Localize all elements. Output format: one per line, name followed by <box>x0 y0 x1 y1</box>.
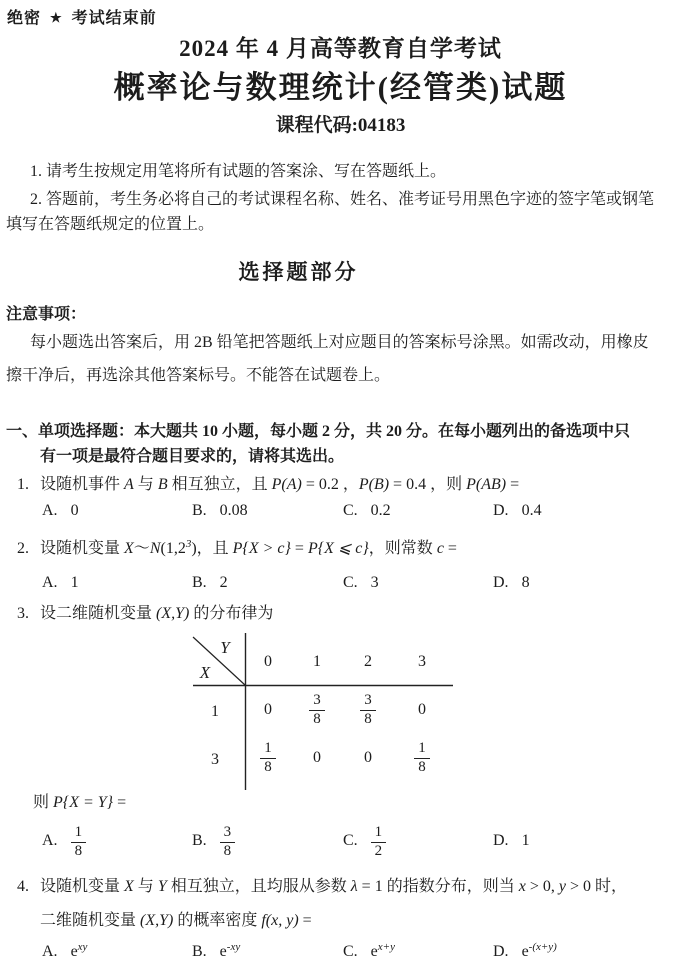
option-letter: B. <box>192 502 207 519</box>
instruction-2-line1: 2. 答题前，考生务必将自己的考试课程名称、姓名、准考证号用黑色字迹的签字笔或钢笔 <box>30 191 655 208</box>
instruction-1: 1. 请考生按规定用笔将所有试题的答案涂、写在答题纸上。 <box>30 163 447 180</box>
option-d <box>493 816 530 866</box>
option-letter: B. <box>192 574 207 591</box>
option-b <box>192 574 228 592</box>
question-4-stem-line1 <box>17 876 627 897</box>
option-b <box>192 943 240 961</box>
table-cell: 0 <box>264 701 272 718</box>
option-letter: B. <box>192 832 207 849</box>
section-one-heading-line2: 有一项是最符合题目要求的，请将其选出。 <box>40 448 345 465</box>
option-d <box>493 943 557 961</box>
option-value: $\frac{3}{8}$ <box>220 823 236 860</box>
table-col-header: 0 <box>264 653 272 670</box>
option-value: 1 <box>521 832 530 849</box>
instruction-2-line2: 填写在答题纸规定的位置上。 <box>6 216 215 233</box>
option-letter: B. <box>192 943 207 960</box>
notice-line2: 擦干净后，再选涂其他答案标号。不能答在试题卷上。 <box>6 367 391 384</box>
question-3-conclusion: 则 P{X = Y} = <box>33 794 127 811</box>
option-letter: C. <box>343 832 358 849</box>
table-col-header: 1 <box>313 653 321 670</box>
option-letter: A. <box>42 574 58 591</box>
option-c <box>343 574 379 592</box>
exam-title-line2: 概率论与数理统计(经管类)试题 <box>113 70 568 105</box>
option-value: 0.4 <box>521 502 542 519</box>
option-letter: D. <box>493 502 509 519</box>
option-d <box>493 502 542 520</box>
notice-title: 注意事项： <box>6 306 87 323</box>
option-d <box>493 574 530 592</box>
table-cell: $\frac{1}{8}$ <box>248 736 288 780</box>
option-value: 1 <box>70 574 79 591</box>
table-row-label: 3 <box>211 751 219 768</box>
exam-title-line1: 2024 年 4 月高等教育自学考试 <box>179 36 502 61</box>
course-code: 课程代码:04183 <box>275 115 406 136</box>
secrecy-line <box>7 8 157 29</box>
question-text: 设随机事件 A 与 B 相互独立，且 P(A) = 0.2 ，P(B) = 0.4 ，则 P(AB) = <box>40 476 520 493</box>
table-row-label: 1 <box>211 703 219 720</box>
option-value: $e^{x+y}$ <box>370 941 395 960</box>
option-value: $e^{xy}$ <box>70 941 88 960</box>
option-letter: D. <box>493 574 509 591</box>
option-letter: A. <box>42 502 58 519</box>
option-c <box>343 943 395 961</box>
table-cell: 0 <box>418 701 426 718</box>
star-icon: ★ <box>50 10 63 25</box>
question-4-stem-line2: 二维随机变量 (X,Y) 的概率密度 f(x, y) = <box>40 912 312 929</box>
option-letter: D. <box>493 943 509 960</box>
secrecy-label: 绝密 <box>7 10 42 27</box>
table-cell: $\frac{3}{8}$ <box>297 688 337 732</box>
option-value: $\frac{1}{8}$ <box>71 823 87 860</box>
question-number: 2. <box>17 540 29 557</box>
option-value: 2 <box>219 574 228 591</box>
option-b <box>192 502 248 520</box>
option-letter: C. <box>343 574 358 591</box>
table-cell: $\frac{1}{8}$ <box>402 736 442 780</box>
exam-period-label: 考试结束前 <box>71 10 157 27</box>
question-1-options <box>0 502 681 526</box>
q3-distribution-table <box>185 633 455 791</box>
option-a <box>42 943 87 961</box>
option-letter: A. <box>42 943 58 960</box>
option-b <box>192 816 235 866</box>
question-text: 设随机变量 X 与 Y 相互独立，且均服从参数 λ = 1 的指数分布，则当 x > 0, y > 0 时， <box>40 878 628 895</box>
question-number: 3. <box>17 605 29 622</box>
question-text: 设随机变量 $X\sim N(1,2^3)$，且 P{X > c} = P{X ⩽ c}，则常数 c = <box>40 538 457 557</box>
option-letter: C. <box>343 502 358 519</box>
table-col-header: 2 <box>364 653 372 670</box>
table-cell: $\frac{3}{8}$ <box>348 688 388 732</box>
table-cell: 0 <box>313 749 321 766</box>
option-value: $\frac{1}{2}$ <box>371 823 387 860</box>
question-2-options <box>0 574 681 598</box>
option-value: $e^{-xy}$ <box>219 941 241 960</box>
option-value: 0.2 <box>370 502 391 519</box>
option-c <box>343 816 386 866</box>
question-text: 设二维随机变量 (X,Y) 的分布律为 <box>40 605 274 622</box>
table-corner-y-label: Y <box>220 638 230 657</box>
question-1-stem <box>17 474 519 495</box>
option-value: 0 <box>70 502 79 519</box>
section-title: 选择题部分 <box>238 260 359 284</box>
option-value: $e^{-(x+y)}$ <box>521 941 557 960</box>
question-number: 1. <box>17 476 29 493</box>
option-letter: C. <box>343 943 358 960</box>
option-value: 0.08 <box>219 502 248 519</box>
option-a <box>42 502 79 520</box>
table-cell: 0 <box>364 749 372 766</box>
option-a <box>42 816 86 866</box>
question-3-stem <box>17 603 273 624</box>
option-c <box>343 502 391 520</box>
option-letter: A. <box>42 832 58 849</box>
section-one-heading-line1: 一、单项选择题：本大题共 10 小题，每小题 2 分，共 20 分。在每小题列出的备选项中只 <box>6 423 631 440</box>
question-4-options <box>0 943 681 967</box>
question-3-options <box>0 816 681 866</box>
table-corner-x-label: X <box>199 663 211 682</box>
question-number: 4. <box>17 878 29 895</box>
table-col-header: 3 <box>418 653 426 670</box>
option-value: 8 <box>521 574 530 591</box>
question-2-stem <box>17 538 457 561</box>
option-a <box>42 574 79 592</box>
option-letter: D. <box>493 832 509 849</box>
option-value: 3 <box>370 574 379 591</box>
notice-line1: 每小题选出答案后，用 2B 铅笔把答题纸上对应题目的答案标号涂黑。如需改动，用橡皮 <box>30 334 649 351</box>
